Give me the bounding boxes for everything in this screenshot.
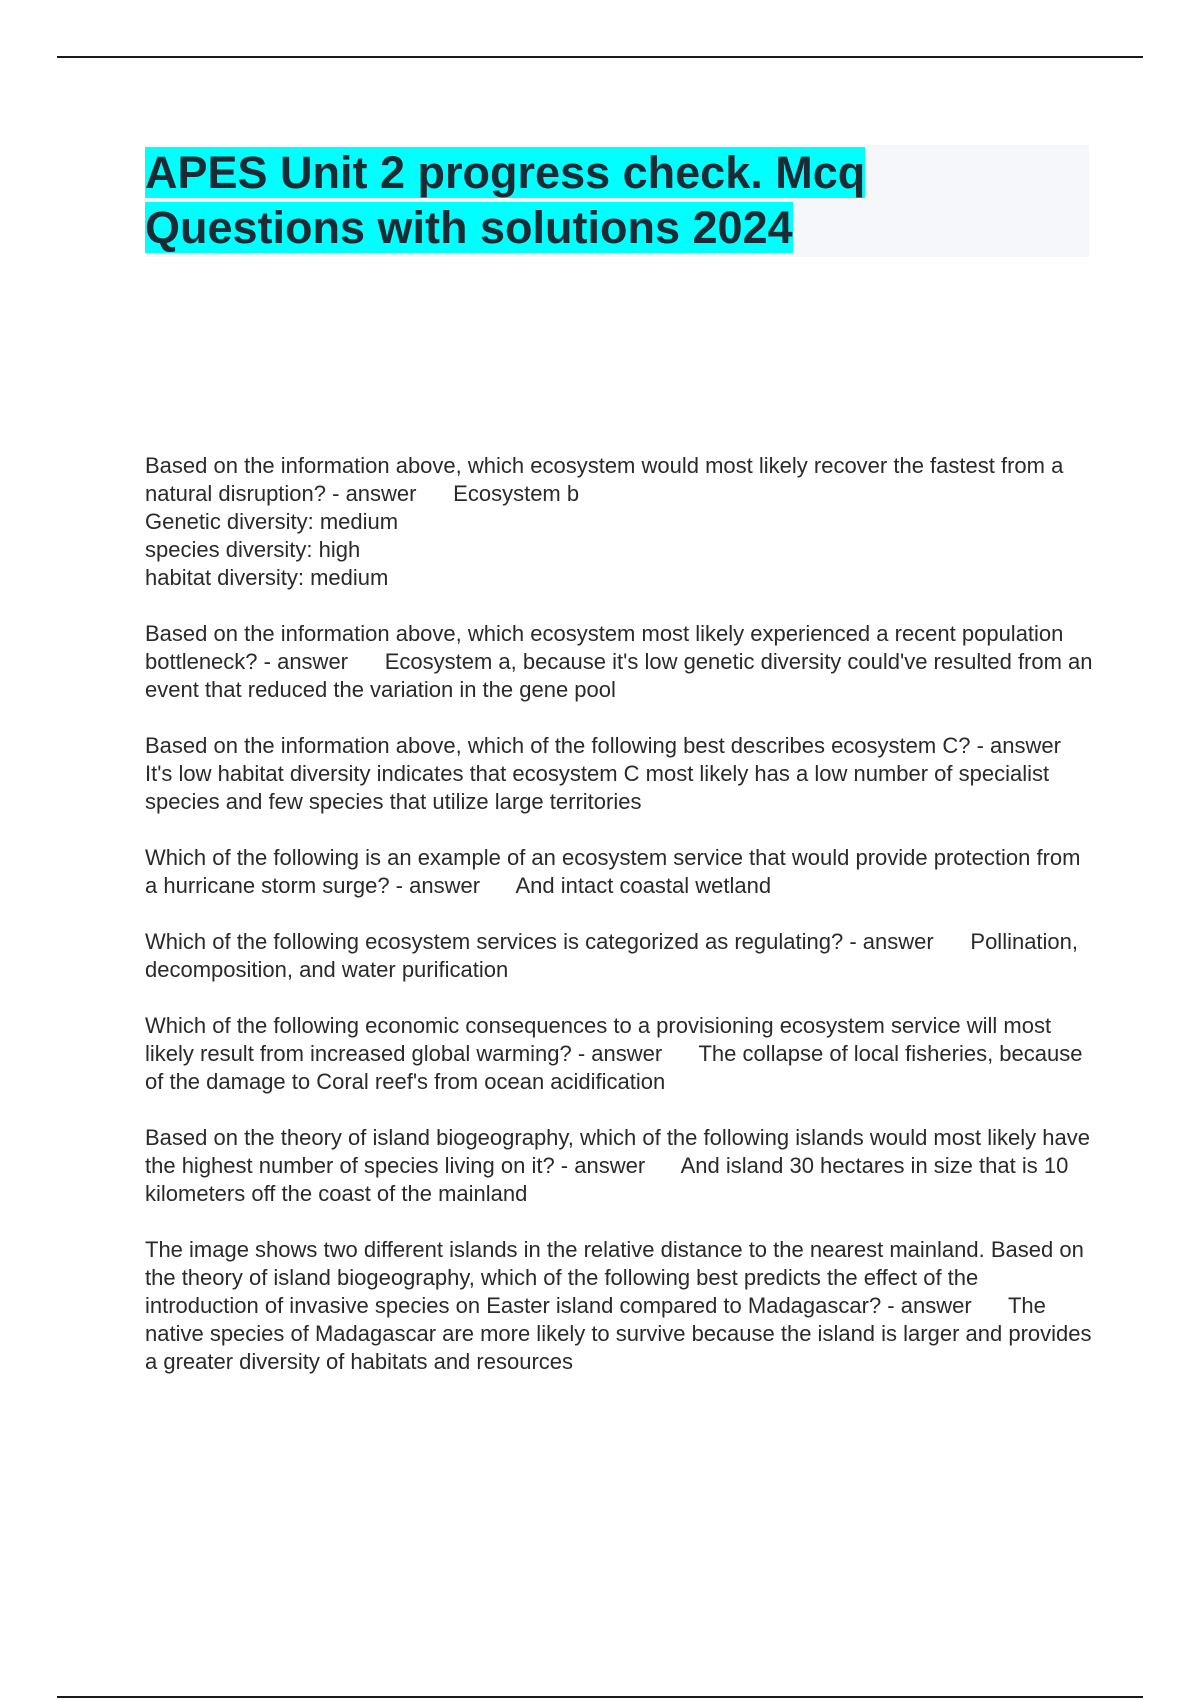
qa-item [145,732,1098,816]
qa-item [145,620,1099,704]
answer-text: And island 30 hectares in size that is 10 kilometers off the coast of the mainland [145,1153,1075,1206]
qa-item [145,1124,1095,1208]
title-block [145,145,1089,257]
answer-detail: species diversity: high [145,537,361,562]
answer-separator: - answer [257,649,385,674]
answer-separator: - answer [571,1041,699,1066]
question-text: Which of the following economic consequences to a provisioning ecosystem service will most likely result from increased global warming? [145,1013,1058,1066]
title-highlight: APES Unit 2 progress check. Mcq Questions with solutions 2024 [145,147,866,253]
answer-text: And intact coastal wetland [515,873,772,898]
qa-item [145,844,1095,900]
page-title [145,145,1089,255]
qa-item [145,1236,1098,1376]
question-text: Based on the information above, which ecosystem would most likely recover the fastest from a natural disruption? [145,453,1070,506]
answer-text: Ecosystem a, because it's low genetic diversity could've resulted from an event that reduced the variation in the gene pool [145,649,1099,702]
answer-detail: Genetic diversity: medium [145,509,399,534]
answer-separator: - answer [970,733,1098,758]
answer-text: Pollination, decomposition, and water purification [145,929,1085,982]
answer-separator: - answer [554,1153,681,1178]
answer-separator: - answer [326,481,454,506]
qa-item [145,1012,1095,1096]
top-rule [57,56,1143,58]
answer-separator: - answer [389,873,516,898]
qa-item [145,452,1095,592]
question-text: Which of the following is an example of an ecosystem service that would provide protection from a hurricane storm surge? [145,845,1087,898]
bottom-rule [57,1696,1143,1698]
qa-item [145,928,1095,984]
answer-text: The native species of Madagascar are more likely to survive because the island is larger and provides a greater diversity of habitats and resources [145,1293,1098,1374]
question-text: Based on the theory of island biogeography, which of the following islands would most likely have the highest number of species living on it? [145,1125,1097,1178]
question-text: Which of the following ecosystem services is categorized as regulating? [145,929,844,954]
qa-list [145,452,1099,1404]
answer-text: The collapse of local fisheries, because of the damage to Coral reef's from ocean acidification [145,1041,1089,1094]
question-text: Based on the information above, which ecosystem most likely experienced a recent population bottleneck? [145,621,1070,674]
answer-separator: - answer [881,1293,1008,1318]
question-text: The image shows two different islands in the relative distance to the nearest mainland. Based on the theory of island biogeography, which of the following best predicts the effect of the introduction of invasive species on Easter island compared to Madagascar? [145,1237,1090,1318]
question-text: Based on the information above, which of the following best describes ecosystem C? [145,733,971,758]
answer-text: It's low habitat diversity indicates that ecosystem C most likely has a low number of specialist species and few species that utilize large territories [145,761,1056,814]
answer-text: Ecosystem b [453,481,580,506]
answer-separator: - answer [843,929,971,954]
answer-detail: habitat diversity: medium [145,565,389,590]
